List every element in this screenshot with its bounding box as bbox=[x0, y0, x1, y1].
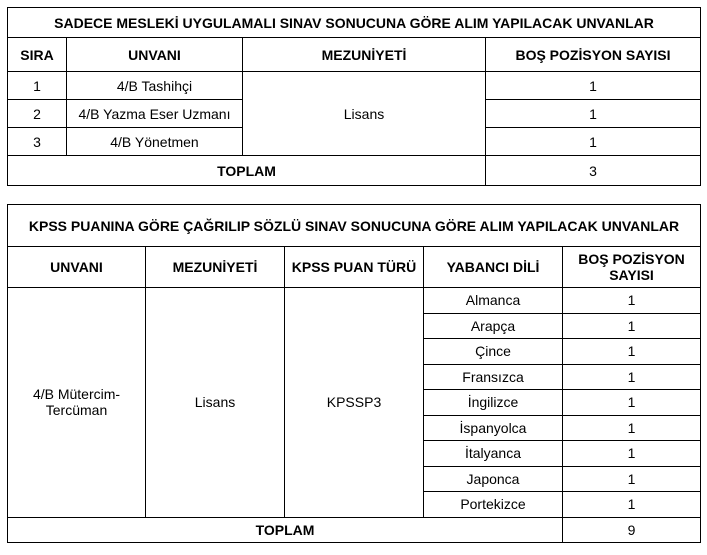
language-cell: Japonca bbox=[424, 466, 563, 492]
bos-cell: 1 bbox=[563, 441, 701, 467]
language-cell: İtalyanca bbox=[424, 441, 563, 467]
row-unvan: 4/B Yazma Eser Uzmanı bbox=[67, 100, 243, 128]
language-cell: İngilizce bbox=[424, 390, 563, 416]
bos-cell: 1 bbox=[563, 466, 701, 492]
row-sira: 3 bbox=[8, 128, 67, 156]
bos-cell: 1 bbox=[563, 390, 701, 416]
table-row bbox=[8, 72, 701, 100]
total-value: 9 bbox=[563, 517, 701, 542]
bos-cell: 1 bbox=[563, 492, 701, 518]
header-unvani: UNVANI bbox=[8, 247, 146, 288]
language-cell: Almanca bbox=[424, 288, 563, 314]
header-bos-pozisyon: BOŞ POZİSYON SAYISI bbox=[486, 38, 701, 72]
table1-title: SADECE MESLEKİ UYGULAMALI SINAV SONUCUNA GÖRE ALIM YAPILACAK UNVANLAR bbox=[8, 8, 701, 38]
language-cell: İspanyolca bbox=[424, 415, 563, 441]
table-mesleki-uygulamali bbox=[7, 7, 701, 186]
table2-title: KPSS PUANINA GÖRE ÇAĞRILIP SÖZLÜ SINAV SONUCUNA GÖRE ALIM YAPILACAK UNVANLAR bbox=[8, 205, 701, 247]
header-mezuniyeti: MEZUNİYETİ bbox=[243, 38, 486, 72]
puan-turu-cell: KPSSP3 bbox=[285, 288, 424, 518]
header-bos-pozisyon: BOŞ POZİSYON SAYISI bbox=[563, 247, 701, 288]
row-unvan: 4/B Yönetmen bbox=[67, 128, 243, 156]
row-sira: 1 bbox=[8, 72, 67, 100]
header-yabanci-dili: YABANCI DİLİ bbox=[424, 247, 563, 288]
total-label: TOPLAM bbox=[8, 156, 486, 186]
header-unvani: UNVANI bbox=[67, 38, 243, 72]
row-unvan: 4/B Tashihçi bbox=[67, 72, 243, 100]
total-value: 3 bbox=[486, 156, 701, 186]
header-kpss-puan-turu: KPSS PUAN TÜRÜ bbox=[285, 247, 424, 288]
row-bos: 1 bbox=[486, 128, 701, 156]
mezuniyet-cell: Lisans bbox=[243, 72, 486, 156]
language-cell: Arapça bbox=[424, 313, 563, 339]
table-row bbox=[8, 288, 701, 314]
bos-cell: 1 bbox=[563, 339, 701, 365]
language-cell: Fransızca bbox=[424, 364, 563, 390]
header-sira: SIRA bbox=[8, 38, 67, 72]
row-bos: 1 bbox=[486, 100, 701, 128]
mezuniyet-cell: Lisans bbox=[146, 288, 285, 518]
language-cell: Portekizce bbox=[424, 492, 563, 518]
total-label: TOPLAM bbox=[8, 517, 563, 542]
row-sira: 2 bbox=[8, 100, 67, 128]
bos-cell: 1 bbox=[563, 288, 701, 314]
bos-cell: 1 bbox=[563, 415, 701, 441]
bos-cell: 1 bbox=[563, 313, 701, 339]
row-bos: 1 bbox=[486, 72, 701, 100]
bos-cell: 1 bbox=[563, 364, 701, 390]
header-mezuniyeti: MEZUNİYETİ bbox=[146, 247, 285, 288]
language-cell: Çince bbox=[424, 339, 563, 365]
table-kpss-sozlu bbox=[7, 204, 701, 543]
unvan-cell: 4/B Mütercim- Tercüman bbox=[8, 288, 146, 518]
